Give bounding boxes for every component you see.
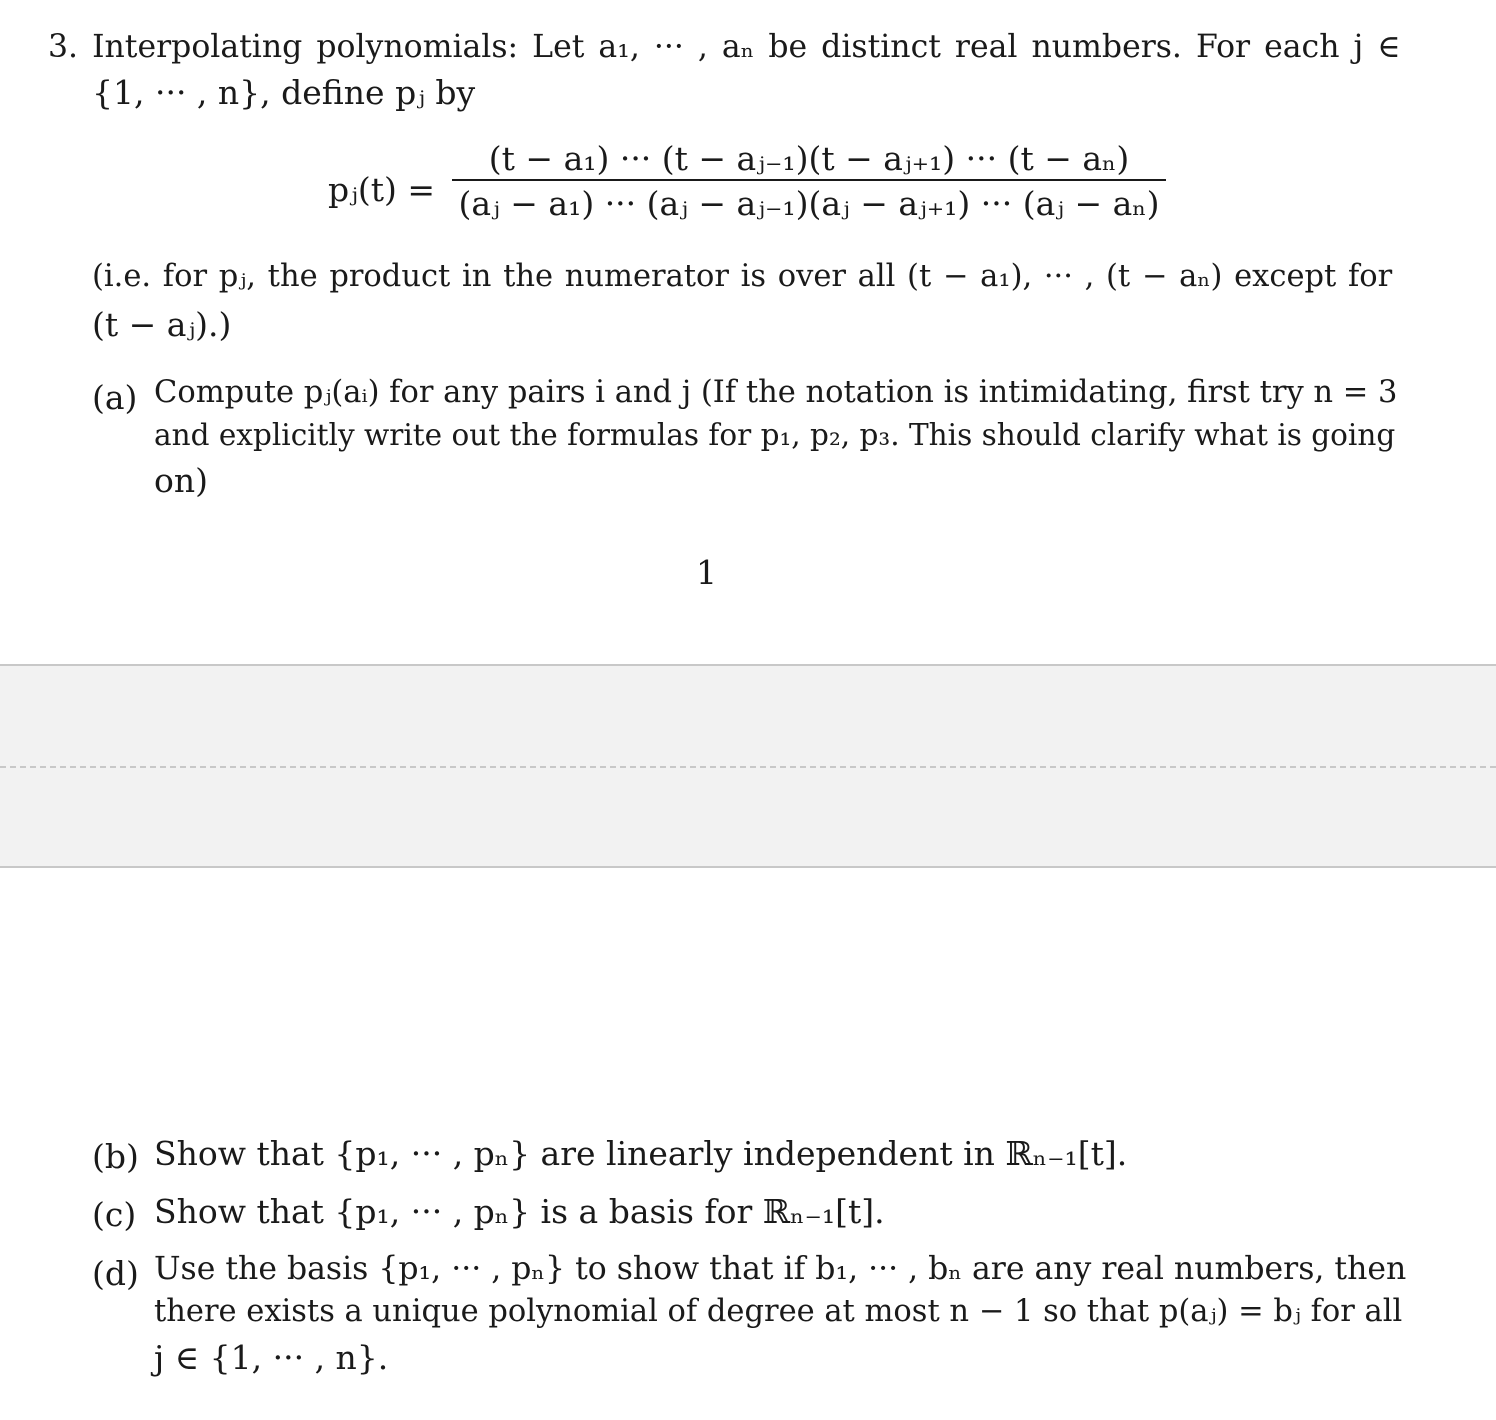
part-d-label: (d): [92, 1254, 139, 1293]
formula-numerator: (t − a₁) ··· (t − aⱼ₋₁)(t − aⱼ₊₁) ··· (t − aₙ): [488, 139, 1130, 178]
problem-title-line1: 3. Interpolating polynomials: Let a₁, ··· , aₙ be distinct real numbers. For each j ∈: [48, 29, 1401, 65]
page-break-band: [0, 664, 1496, 868]
page-break-dashed-line: [0, 766, 1496, 768]
part-a-line1: Compute pⱼ(aᵢ) for any pairs i and j (If the notation is intimidating, first try n = 3: [154, 375, 1398, 410]
part-c-label: (c): [92, 1195, 137, 1234]
formula-fraction: [452, 139, 1166, 223]
part-b-label: (b): [92, 1137, 139, 1176]
part-b-text: Show that {p₁, ··· , pₙ} are linearly independent in ℝₙ₋₁[t].: [154, 1134, 1128, 1173]
formula-lhs: pⱼ(t) =: [328, 170, 435, 209]
part-d-line2: there exists a unique polynomial of degree at most n − 1 so that p(aⱼ) = bⱼ for all: [154, 1294, 1403, 1329]
part-a-line3: on): [154, 461, 208, 500]
part-d-line1: Use the basis {p₁, ··· , pₙ} to show that if b₁, ··· , bₙ are any real numbers, then: [154, 1251, 1407, 1287]
formula-denominator: (aⱼ − a₁) ··· (aⱼ − aⱼ₋₁)(aⱼ − aⱼ₊₁) ··· (aⱼ − aₙ): [458, 184, 1160, 223]
fraction-bar: [452, 179, 1166, 181]
part-c-text: Show that {p₁, ··· , pₙ} is a basis for ℝₙ₋₁[t].: [154, 1192, 885, 1231]
part-d-line3: j ∈ {1, ··· , n}.: [154, 1338, 389, 1377]
problem-title-line2: {1, ··· , n}, define pⱼ by: [92, 73, 476, 112]
note-line1: (i.e. for pⱼ, the product in the numerator is over all (t − a₁), ··· , (t − aₙ) except for: [92, 259, 1393, 294]
page-number: 1: [696, 553, 717, 592]
note-line2: (t − aⱼ).): [92, 305, 232, 344]
part-a-label: (a): [92, 378, 138, 417]
part-a-line2: and explicitly write out the formulas for p₁, p₂, p₃. This should clarify what is going: [154, 418, 1396, 452]
